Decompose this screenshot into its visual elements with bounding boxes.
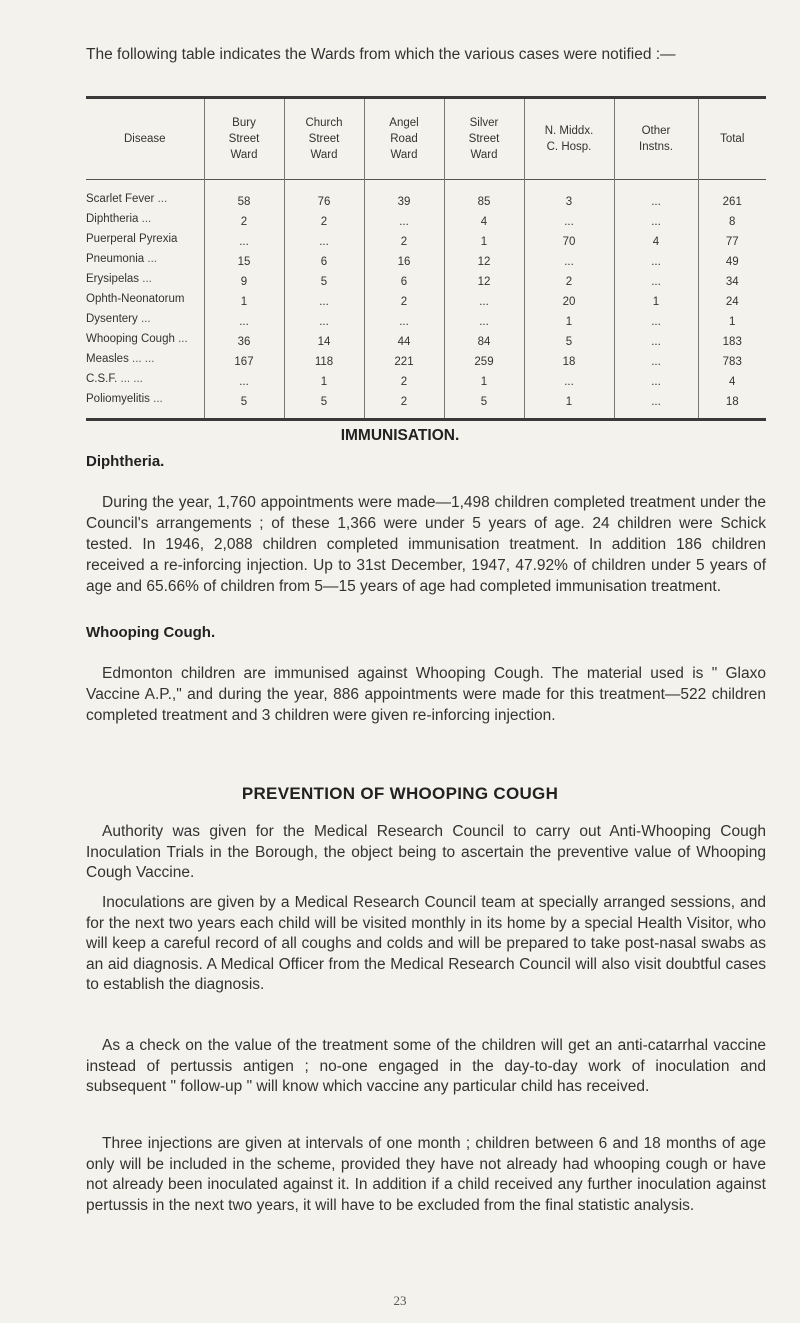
table-cell: 2: [204, 212, 284, 232]
disease-cell: [86, 180, 204, 213]
leader-dots: ...: [141, 213, 152, 225]
cases-table-container: [86, 96, 766, 421]
leader-dots: ...: [153, 393, 163, 405]
leader-dots: ... ...: [120, 373, 143, 385]
leader-dots: ...: [142, 273, 152, 285]
table-row: [86, 352, 766, 372]
disease-cell: [86, 392, 204, 420]
table-cell: 15: [204, 252, 284, 272]
table-cell: ...: [204, 372, 284, 392]
prevention-paragraph-2: Inoculations are given by a Medical Research Council team at specially arranged sessions, and for the next two years each child will be visited monthly in its home by a special Health Visitor, who will keep a careful record of all coughs and colds and will be prepared to take post-nasal swabs as an aid diagnosis. A Medical Officer from the Medical Research Council will also visit doubtful cases to establish the diagnosis.: [86, 894, 766, 994]
table-cell: 5: [284, 272, 364, 292]
leader-dots: ...: [140, 313, 151, 325]
table-cell: ...: [614, 180, 698, 213]
table-cell: 783: [698, 352, 766, 372]
disease-cell: [86, 232, 204, 252]
table-cell: ...: [524, 212, 614, 232]
disease-name: C.S.F.: [86, 373, 118, 385]
column-header-line: Angel: [389, 117, 419, 129]
table-cell: ...: [284, 292, 364, 312]
table-header-row: [86, 98, 766, 180]
page-number: 23: [393, 1293, 407, 1308]
table-cell: 12: [444, 252, 524, 272]
table-cell: ...: [204, 312, 284, 332]
disease-name: Poliomyelitis: [86, 393, 150, 405]
leader-dots: ...: [147, 253, 157, 265]
column-header-line: N. Middx.: [544, 125, 594, 137]
table-cell: 85: [444, 180, 524, 213]
immunisation-title: IMMUNISATION.: [340, 427, 460, 444]
table-cell: 34: [698, 272, 766, 292]
table-cell: 183: [698, 332, 766, 352]
column-header-line: Instns.: [639, 141, 673, 153]
table-cell: 1: [698, 312, 766, 332]
table-cell: ...: [614, 272, 698, 292]
table-row: [86, 180, 766, 213]
table-cell: 118: [284, 352, 364, 372]
table-cell: ...: [364, 212, 444, 232]
table-cell: ...: [614, 372, 698, 392]
disease-cell: [86, 212, 204, 232]
table-row: [86, 372, 766, 392]
column-header-line: Ward: [390, 149, 418, 161]
table-cell: 2: [364, 292, 444, 312]
column-header: [364, 98, 444, 180]
table-cell: ...: [284, 312, 364, 332]
table-cell: ...: [364, 312, 444, 332]
disease-name: Puerperal Pyrexia: [86, 233, 178, 245]
table-cell: 20: [524, 292, 614, 312]
disease-name: Dysentery: [86, 313, 138, 325]
column-header: [204, 98, 284, 180]
whooping-cough-heading: Whooping Cough.: [86, 624, 216, 641]
disease-cell: [86, 292, 204, 312]
table-cell: 259: [444, 352, 524, 372]
column-header: [524, 98, 614, 180]
table-cell: ...: [444, 292, 524, 312]
column-header-line: Ward: [230, 149, 258, 161]
table-cell: 12: [444, 272, 524, 292]
table-cell: ...: [204, 232, 284, 252]
leader-dots: ...: [157, 193, 168, 205]
disease-name: Diphtheria: [86, 213, 139, 225]
prevention-paragraph-4: Three injections are given at intervals of one month ; children between 6 and 18 months of age only will be included in the scheme, provided they have not already had whooping cough or have not already been inoculated against it. In addition if a child received any further inoculation against pertussis in the next two years, it will have to be excluded from the final statistic analysis.: [86, 1135, 766, 1214]
table-row: [86, 212, 766, 232]
table-cell: 3: [524, 180, 614, 213]
table-row: [86, 272, 766, 292]
table-cell: 1: [614, 292, 698, 312]
table-cell: ...: [284, 232, 364, 252]
table-cell: 4: [698, 372, 766, 392]
table-cell: ...: [524, 252, 614, 272]
disease-name: Measles: [86, 353, 129, 365]
table-cell: 5: [444, 392, 524, 420]
disease-cell: [86, 332, 204, 352]
disease-cell: [86, 312, 204, 332]
table-cell: 16: [364, 252, 444, 272]
prevention-title: PREVENTION OF WHOOPING COUGH: [241, 784, 559, 803]
table-cell: ...: [614, 212, 698, 232]
column-header-line: Other: [641, 125, 671, 137]
table-cell: 4: [444, 212, 524, 232]
column-header-line: Silver: [469, 117, 499, 129]
column-header-line: Church: [305, 117, 343, 129]
column-header-line: Street: [228, 133, 260, 145]
table-cell: 2: [364, 372, 444, 392]
whooping-cough-paragraph: Edmonton children are immunised against Whooping Cough. The material used is " Glaxo Vaccine A.P.," and during the year, 886 appointments were made for this treatment—522 children completed treatment and 3 children were given re-inforcing injection.: [86, 665, 766, 724]
table-cell: ...: [614, 312, 698, 332]
cases-by-ward-table: [86, 96, 766, 421]
table-cell: 76: [284, 180, 364, 213]
table-cell: 167: [204, 352, 284, 372]
disease-cell: [86, 272, 204, 292]
column-header-line: Ward: [470, 149, 498, 161]
column-header-line: Road: [390, 133, 418, 145]
table-cell: 9: [204, 272, 284, 292]
table-row: [86, 312, 766, 332]
column-header: [614, 98, 698, 180]
table-cell: 58: [204, 180, 284, 213]
table-cell: 77: [698, 232, 766, 252]
table-cell: 261: [698, 180, 766, 213]
disease-name: Scarlet Fever: [86, 193, 155, 205]
table-cell: 2: [524, 272, 614, 292]
disease-name: Erysipelas: [86, 273, 140, 285]
disease-name: Ophth-Neonatorum: [86, 293, 185, 305]
disease-cell: [86, 372, 204, 392]
table-cell: 36: [204, 332, 284, 352]
table-cell: 44: [364, 332, 444, 352]
table-cell: ...: [524, 372, 614, 392]
column-header: [284, 98, 364, 180]
table-cell: 2: [364, 392, 444, 420]
column-header-line: Street: [468, 133, 500, 145]
table-cell: 14: [284, 332, 364, 352]
intro-text: The following table indicates the Wards from which the various cases were notified :—: [86, 46, 676, 63]
column-header-line: Total: [720, 133, 745, 145]
disease-name: Pneumonia: [86, 253, 145, 265]
table-row: [86, 332, 766, 352]
disease-cell: [86, 352, 204, 372]
table-cell: 1: [444, 232, 524, 252]
table-cell: 8: [698, 212, 766, 232]
column-header: [86, 98, 204, 180]
diphtheria-heading: Diphtheria.: [86, 453, 165, 470]
table-cell: 1: [524, 392, 614, 420]
disease-name: Whooping Cough: [86, 333, 175, 345]
table-cell: 1: [284, 372, 364, 392]
column-header-line: Ward: [310, 149, 338, 161]
table-cell: 5: [524, 332, 614, 352]
table-cell: 18: [524, 352, 614, 372]
column-header-line: Bury: [232, 117, 256, 129]
table-cell: 18: [698, 392, 766, 420]
table-cell: 221: [364, 352, 444, 372]
table-cell: 84: [444, 332, 524, 352]
table-row: [86, 252, 766, 272]
table-cell: ...: [614, 392, 698, 420]
table-cell: ...: [614, 332, 698, 352]
diphtheria-paragraph: During the year, 1,760 appointments were made—1,498 children completed treatment under the Council's arrangements ; of these 1,366 were under 5 years of age. 24 children were Schick tested. In 1946, 2,088 children completed immunisation treatment. In addition 186 children received a re-inforcing injection. Up to 31st December, 1947, 47.92% of children under 5 years of age and 65.66% of children from 5—15 years of age had completed immunisation treatment.: [86, 494, 766, 595]
table-cell: ...: [444, 312, 524, 332]
table-cell: 5: [204, 392, 284, 420]
table-cell: 24: [698, 292, 766, 312]
leader-dots: ... ...: [132, 353, 155, 365]
prevention-paragraph-3: As a check on the value of the treatment some of the children will get an anti-catarrhal vaccine instead of pertussis antigen ; no-one engaged in the day-to-day work of inoculation and subsequent " follow-up " will know which vaccine any particular child has received.: [86, 1037, 766, 1096]
table-cell: 1: [444, 372, 524, 392]
table-cell: 4: [614, 232, 698, 252]
table-cell: 39: [364, 180, 444, 213]
column-header-line: Street: [308, 133, 340, 145]
table-cell: 6: [364, 272, 444, 292]
table-cell: ...: [614, 252, 698, 272]
table-cell: 1: [204, 292, 284, 312]
prevention-paragraph-1: Authority was given for the Medical Research Council to carry out Anti-Whooping Cough Inoculation Trials in the Borough, the object being to ascertain the preventive value of Whooping Cough Vaccine.: [86, 823, 766, 882]
table-row: [86, 292, 766, 312]
table-cell: 70: [524, 232, 614, 252]
column-header-line: C. Hosp.: [546, 141, 592, 153]
table-cell: 2: [284, 212, 364, 232]
table-row: [86, 392, 766, 420]
leader-dots: ...: [178, 333, 188, 345]
table-row: [86, 232, 766, 252]
column-header: [444, 98, 524, 180]
table-cell: 2: [364, 232, 444, 252]
column-header: [698, 98, 766, 180]
table-cell: 6: [284, 252, 364, 272]
table-cell: ...: [614, 352, 698, 372]
table-body: [86, 180, 766, 420]
table-cell: 49: [698, 252, 766, 272]
disease-cell: [86, 252, 204, 272]
table-cell: 1: [524, 312, 614, 332]
column-header-line: Disease: [123, 133, 166, 145]
table-cell: 5: [284, 392, 364, 420]
